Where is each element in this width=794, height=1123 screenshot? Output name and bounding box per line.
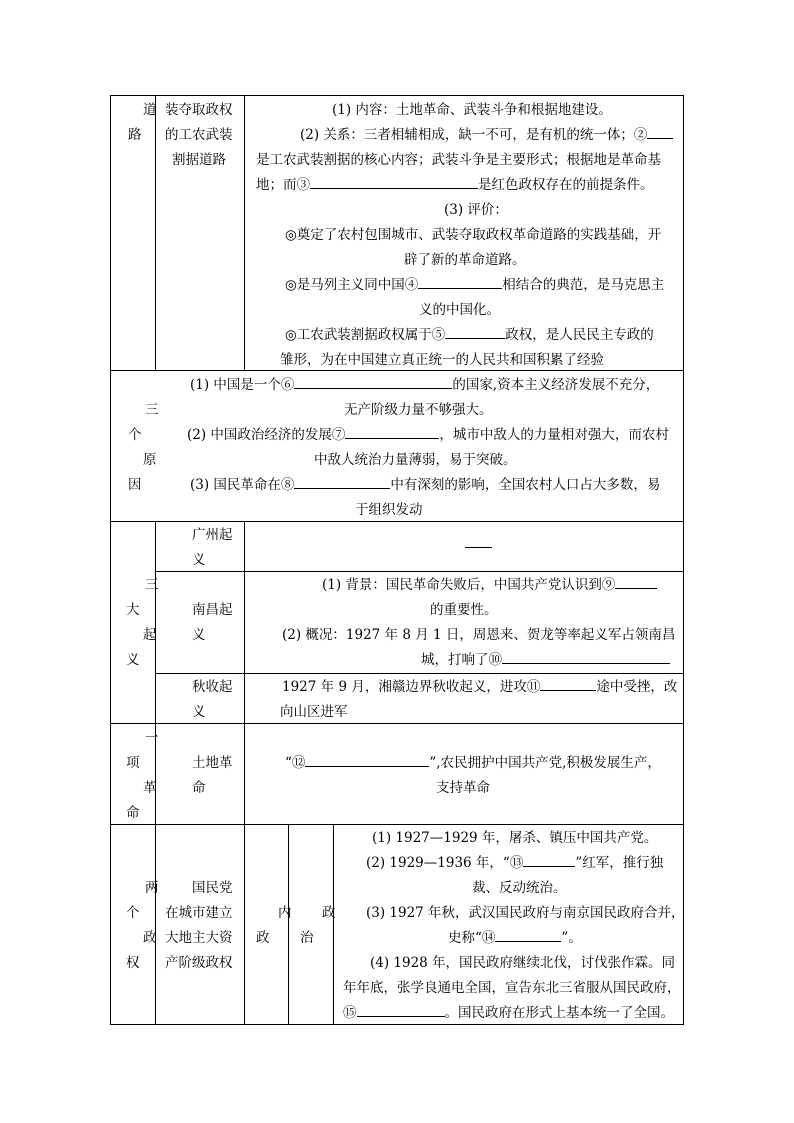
nanchang-background-b: 的重要性。 bbox=[430, 602, 498, 618]
guangzhou-label-1: 广州起 bbox=[192, 527, 233, 543]
kmt-label-3: 大地主大资 bbox=[165, 930, 233, 946]
nanchang-overview-b: 城，打响了⑩ bbox=[421, 648, 670, 672]
row1-sub-3: 割据道路 bbox=[172, 152, 226, 168]
land-revolution-line-1: “⑫ ”,农民拥护中国共产党,积极发展生产， bbox=[285, 751, 661, 775]
row1-sub-1: 装夺取政权 bbox=[165, 102, 233, 118]
row2-label-2: 个 bbox=[128, 427, 142, 443]
kmt-label-4: 产阶级政权 bbox=[165, 955, 233, 971]
row1-evaluation-1: ◎奠定了农村包围城市、武装夺取政权革命道路的实践基础，开 bbox=[285, 227, 662, 243]
nanchang-label-1: 南昌起 bbox=[192, 602, 233, 618]
history-table bbox=[110, 95, 684, 1025]
row3-label-4: 义 bbox=[126, 652, 140, 668]
row1-evaluation-title: (3) 评价： bbox=[444, 202, 508, 218]
row2-reason-2: (2) 中国政治经济的发展⑦ ，城市中敌人的力量相对强大，而农村 bbox=[187, 423, 669, 447]
qiushou-line-2: 向山区进军 bbox=[280, 704, 348, 720]
kmt-label-2: 在城市建立 bbox=[165, 905, 233, 921]
row4-label-4: 命 bbox=[126, 805, 140, 821]
kmt-label-1: 国民党 bbox=[192, 880, 233, 896]
domestic-label-2: 政 bbox=[256, 930, 270, 946]
nanchang-background: (1) 背景：国民革命失败后，中国共产党认识到⑨ bbox=[322, 573, 657, 597]
kmt-point-4: (4) 1928 年，国民政府继续北伐，讨伐张作霖。同 bbox=[370, 955, 676, 971]
row2-label-4: 因 bbox=[128, 477, 142, 493]
guangzhou-label-2: 义 bbox=[192, 552, 206, 568]
qiushou-label-1: 秋收起 bbox=[192, 679, 233, 695]
row1-evaluation-3: ◎工农武装割据政权属于⑤ 政权，是人民民主专政的 bbox=[285, 323, 654, 347]
row1-relation-line-3: 地；而③ 是红色政权存在的前提条件。 bbox=[256, 173, 654, 197]
row1-evaluation-3b: 雏形，为在中国建立真正统一的人民共和国积累了经验 bbox=[280, 352, 604, 368]
row5-label-4: 权 bbox=[126, 955, 140, 971]
kmt-point-4c: ⑮ 。国民政府在形式上基本统一了全国。 bbox=[343, 1001, 674, 1025]
row2-reason-1b: 无产阶级力量不够强大。 bbox=[344, 402, 493, 418]
row1-relation-line-2: 是工农武装割据的核心内容；武装斗争是主要形式；根据地是革命基 bbox=[256, 152, 661, 168]
row5-label-1: 两 bbox=[145, 880, 159, 896]
kmt-point-2b: 裁、反动统治。 bbox=[472, 880, 567, 896]
row1-label-a: 道 bbox=[143, 102, 157, 118]
politics-label-1: 政 bbox=[322, 905, 336, 921]
row1-evaluation-2b: 义的中国化。 bbox=[419, 302, 500, 318]
row1-content-line: (1) 内容：土地革命、武装斗争和根据地建设。 bbox=[332, 102, 612, 118]
kmt-point-3b: 史称“⑭ ”。 bbox=[448, 926, 582, 950]
row4-label-3: 革 bbox=[143, 780, 157, 796]
row2-reason-2b: 中敌人统治力量薄弱，易于突破。 bbox=[314, 452, 517, 468]
politics-label-2: 治 bbox=[300, 930, 314, 946]
nanchang-label-2: 义 bbox=[192, 627, 206, 643]
row1-evaluation-2: ◎是马列主义同中国④ 相结合的典范，是马克思主 bbox=[285, 273, 664, 297]
row1-sub-2: 的工农武装 bbox=[165, 127, 233, 143]
land-revolution-label-1: 土地革 bbox=[192, 755, 233, 771]
qiushou-label-2: 义 bbox=[192, 704, 206, 720]
kmt-point-1: (1) 1927—1929 年，屠杀、镇压中国共产党。 bbox=[372, 830, 658, 846]
row4-label-1: 一 bbox=[145, 730, 159, 746]
qiushou-line-1: 1927 年 9 月，湘赣边界秋收起义，进攻⑪ 途中受挫，改 bbox=[282, 675, 677, 699]
nanchang-overview: (2) 概况：1927 年 8 月 1 日，周恩来、贺龙等率起义军占领南昌 bbox=[282, 627, 676, 643]
row4-label-2: 项 bbox=[126, 755, 140, 771]
row5-label-3: 政 bbox=[143, 930, 157, 946]
land-revolution-label-2: 命 bbox=[192, 780, 206, 796]
row2-reason-1: (1) 中国是一个⑥ 的国家,资本主义经济发展不充分， bbox=[190, 373, 659, 397]
guangzhou-dash bbox=[465, 547, 492, 548]
row2-label-3: 原 bbox=[143, 452, 157, 468]
row2-reason-3b: 于组织发动 bbox=[355, 502, 423, 518]
kmt-point-2: (2) 1929—1936 年，“⑬ ”红军，推行独 bbox=[366, 851, 663, 875]
row2-reason-3: (3) 国民革命在⑧ 中有深刻的影响，全国农村人口占大多数，易 bbox=[190, 473, 660, 497]
row5-label-2: 个 bbox=[126, 905, 140, 921]
land-revolution-line-2: 支持革命 bbox=[436, 780, 490, 796]
kmt-point-4b: 年年底，张学良通电全国，宣告东北三省服从国民政府， bbox=[343, 980, 681, 996]
domestic-label-1: 内 bbox=[278, 905, 292, 921]
row3-label-2: 大 bbox=[126, 602, 140, 618]
row1-label-b: 路 bbox=[128, 127, 142, 143]
row3-label-3: 起 bbox=[143, 627, 157, 643]
row1-evaluation-1b: 辟了新的革命道路。 bbox=[404, 252, 526, 268]
row3-label-1: 三 bbox=[145, 577, 159, 593]
row2-label-1: 三 bbox=[145, 402, 159, 418]
kmt-point-3: (3) 1927 年秋，武汉国民政府与南京国民政府合并， bbox=[366, 905, 685, 921]
row1-relation-line: (2) 关系：三者相辅相成，缺一不可，是有机的统一体；② bbox=[300, 123, 673, 147]
